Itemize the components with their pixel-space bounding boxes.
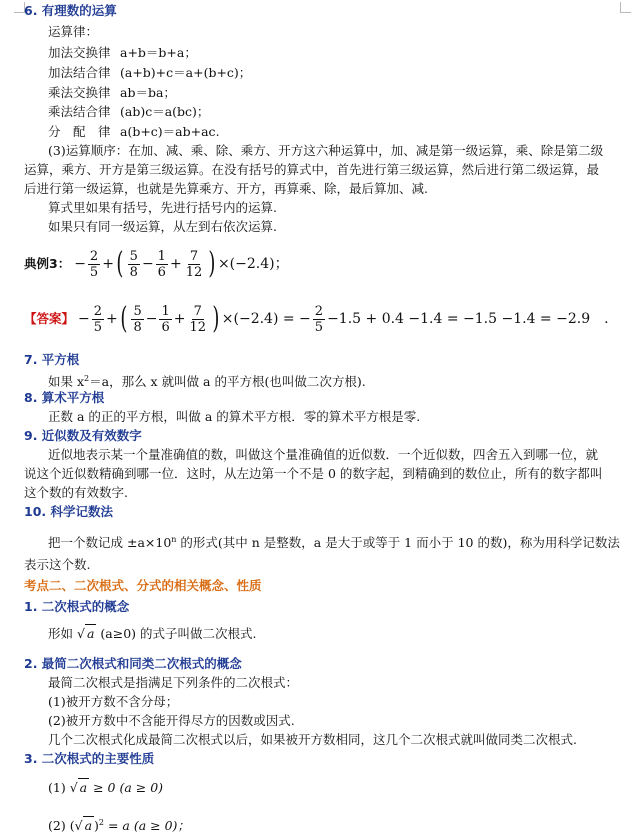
section-9-line: 近似地表示某一个量准确值的数，叫做这个量准确值的近似数．一个近似数，四舍五入到哪一位，就 bbox=[48, 447, 599, 462]
fraction-denominator: 8 bbox=[129, 264, 138, 280]
section-7-text bbox=[48, 370, 366, 391]
law-row bbox=[48, 44, 197, 62]
sqrt-expression: √ a bbox=[77, 626, 95, 641]
law-formula: (a+b)+c＝a+(b+c)； bbox=[120, 65, 252, 80]
law-name: 乘法结合律 bbox=[48, 104, 111, 119]
text-segment: ＝a，那么 x 就叫做 a 的平方根(也叫做二次方根). bbox=[89, 374, 366, 390]
law-name: 分 配 律 bbox=[48, 124, 111, 139]
law-row bbox=[48, 123, 220, 141]
plus-sign: + bbox=[169, 256, 182, 272]
fraction-numerator: 5 bbox=[129, 248, 138, 264]
law-name: 加法交换律 bbox=[48, 45, 111, 60]
section-6-title: 6. 有理数的运算 bbox=[24, 3, 117, 18]
fraction-denominator: 5 bbox=[93, 319, 103, 335]
fraction-denominator: 8 bbox=[133, 319, 142, 335]
q1-title: 1. 二次根式的概念 bbox=[24, 599, 130, 614]
fraction-numerator: 2 bbox=[314, 303, 324, 319]
q2-line: 最简二次根式是指满足下列条件的二次根式： bbox=[48, 675, 299, 690]
section-7-title: 7. 平方根 bbox=[24, 352, 80, 367]
fraction-denominator: 12 bbox=[185, 264, 203, 280]
plus-sign: + bbox=[173, 311, 186, 327]
sqrt-expression: √ a bbox=[74, 818, 93, 834]
fraction-denominator: 5 bbox=[314, 319, 324, 335]
fraction-numerator: 7 bbox=[189, 248, 199, 264]
order-text-line: 后进行第一级运算，也就是先算乘方、开方，再算乘、除，最后算加、减. bbox=[24, 181, 428, 196]
page-corner-mark-right bbox=[620, 2, 631, 13]
fraction bbox=[131, 304, 143, 335]
law-formula: a+b＝b+a； bbox=[120, 45, 197, 60]
sqrt-expression: √ a bbox=[69, 780, 88, 795]
property-label: (1) bbox=[48, 780, 66, 795]
answer-tail-1: ×(−2.4) = − bbox=[221, 311, 311, 327]
answer-block bbox=[24, 299, 609, 339]
property-expression: ≥ 0 (a ≥ 0) bbox=[93, 780, 164, 795]
fraction-numerator: 2 bbox=[89, 248, 99, 264]
superscript: n bbox=[171, 535, 177, 544]
expression-tail: ×(−2.4)； bbox=[217, 256, 289, 272]
right-paren: ) bbox=[212, 301, 220, 336]
minus-sign: − bbox=[78, 311, 90, 327]
q3-property-2 bbox=[48, 814, 190, 835]
fraction bbox=[88, 249, 100, 280]
minus-sign: − bbox=[141, 256, 154, 272]
fraction bbox=[184, 249, 205, 280]
fraction bbox=[159, 304, 171, 335]
left-paren: ( bbox=[69, 818, 75, 834]
answer-tail-2: −1.5 + 0.4 −1.4 = −1.5 −1.4 = −2.9 . bbox=[327, 311, 609, 327]
example-expression bbox=[74, 244, 288, 284]
fraction-numerator: 1 bbox=[161, 303, 170, 319]
section-8-text: 正数 a 的正的平方根，叫做 a 的算术平方根．零的算术平方根是零. bbox=[48, 409, 421, 424]
section-9-line: 这个数的有效数字. bbox=[24, 485, 128, 500]
law-formula: ab＝ba； bbox=[120, 85, 176, 100]
law-name: 加法结合律 bbox=[48, 65, 111, 80]
right-paren: ) bbox=[208, 246, 216, 281]
section-10-line: 表示这个数. bbox=[24, 557, 91, 572]
law-name: 乘法交换律 bbox=[48, 85, 111, 100]
q2-line: 几个二次根式化成最简二次根式以后，如果被开方数相同，这几个二次根式就叫做同类二次根式. bbox=[48, 732, 577, 747]
section-9-line: 说这个近似数精确到哪一位．这时，从左边第一个不是 0 的数字起，到精确到的数位止，所有的数字都叫 bbox=[24, 466, 603, 481]
fraction bbox=[188, 304, 209, 335]
property-label: (2) bbox=[48, 818, 66, 834]
fraction-denominator: 6 bbox=[157, 264, 166, 280]
text-segment: 如果 x bbox=[48, 374, 85, 390]
radicand: a bbox=[86, 626, 95, 641]
fraction bbox=[128, 249, 140, 280]
q1-text bbox=[48, 624, 257, 643]
fraction-denominator: 12 bbox=[189, 319, 207, 335]
fraction-numerator: 7 bbox=[193, 303, 202, 319]
same-level-rule: 如果只有同一级运算，从左到右依次运算. bbox=[48, 219, 277, 234]
right-paren: ) bbox=[94, 818, 99, 834]
fraction bbox=[92, 304, 104, 335]
left-paren: ( bbox=[116, 246, 124, 281]
superscript: 2 bbox=[84, 374, 90, 383]
topic-2-title: 考点二、二次根式、分式的相关概念、性质 bbox=[24, 578, 262, 593]
bracket-rule: 算式里如果有括号，先进行括号内的运算. bbox=[48, 200, 277, 215]
q3-property-1 bbox=[48, 778, 163, 797]
answer-label: 【答案】 bbox=[24, 311, 75, 326]
fraction-denominator: 5 bbox=[89, 264, 99, 280]
minus-sign: − bbox=[74, 256, 86, 272]
minus-sign: − bbox=[145, 311, 158, 327]
radicand: a bbox=[84, 818, 93, 834]
text-segment: 的形式(其中 n 是整数，a 是大于或等于 1 而小于 10 的数)，称为用科学记数法 bbox=[176, 535, 620, 551]
example-label: 典例3： bbox=[24, 256, 71, 271]
fraction-numerator: 1 bbox=[157, 248, 166, 264]
fraction-numerator: 5 bbox=[133, 303, 142, 319]
text-segment: 把一个数记成 ±a×10 bbox=[48, 535, 172, 551]
order-text-line: (3)运算顺序：在加、减、乘、除、乘方、开方这六种运算中，加、减是第一级运算，乘、除是第二级 bbox=[48, 143, 604, 158]
law-row bbox=[48, 84, 176, 102]
section-10-line bbox=[48, 531, 620, 552]
section-10-title: 10. 科学记数法 bbox=[24, 504, 113, 519]
law-formula: a(b+c)＝ab+ac. bbox=[120, 124, 220, 139]
example-3 bbox=[24, 244, 289, 284]
fraction bbox=[313, 304, 325, 335]
fraction-denominator: 6 bbox=[161, 319, 170, 335]
text-segment: 形如 bbox=[48, 626, 74, 641]
plus-sign: + bbox=[102, 256, 114, 272]
fraction bbox=[156, 249, 168, 280]
law-formula: (ab)c＝a(bc)； bbox=[120, 104, 210, 119]
section-8-title: 8. 算术平方根 bbox=[24, 390, 105, 405]
q2-line: (2)被开方数中不含能开得尽方的因数或因式. bbox=[48, 713, 295, 728]
laws-title: 运算律： bbox=[48, 24, 99, 39]
fraction-numerator: 2 bbox=[93, 303, 103, 319]
radicand: a bbox=[79, 780, 88, 795]
left-paren: ( bbox=[120, 301, 128, 336]
property-expression: = a (a ≥ 0)； bbox=[107, 818, 190, 834]
q2-title: 2. 最简二次根式和同类二次根式的概念 bbox=[24, 656, 242, 671]
section-9-title: 9. 近似数及有效数字 bbox=[24, 428, 142, 443]
order-text-line: 运算，乘方、开方是第三级运算。在没有括号的算式中，首先进行第三级运算，然后进行第二级运算，最 bbox=[24, 162, 600, 177]
text-segment: (a≥0) 的式子叫做二次根式. bbox=[100, 626, 257, 641]
law-row bbox=[48, 64, 251, 82]
q3-title: 3. 二次根式的主要性质 bbox=[24, 751, 155, 766]
q2-line: (1)被开方数不含分母； bbox=[48, 694, 179, 709]
plus-sign: + bbox=[106, 311, 118, 327]
answer-expression bbox=[78, 299, 609, 339]
law-row bbox=[48, 103, 209, 121]
superscript: 2 bbox=[98, 818, 104, 827]
